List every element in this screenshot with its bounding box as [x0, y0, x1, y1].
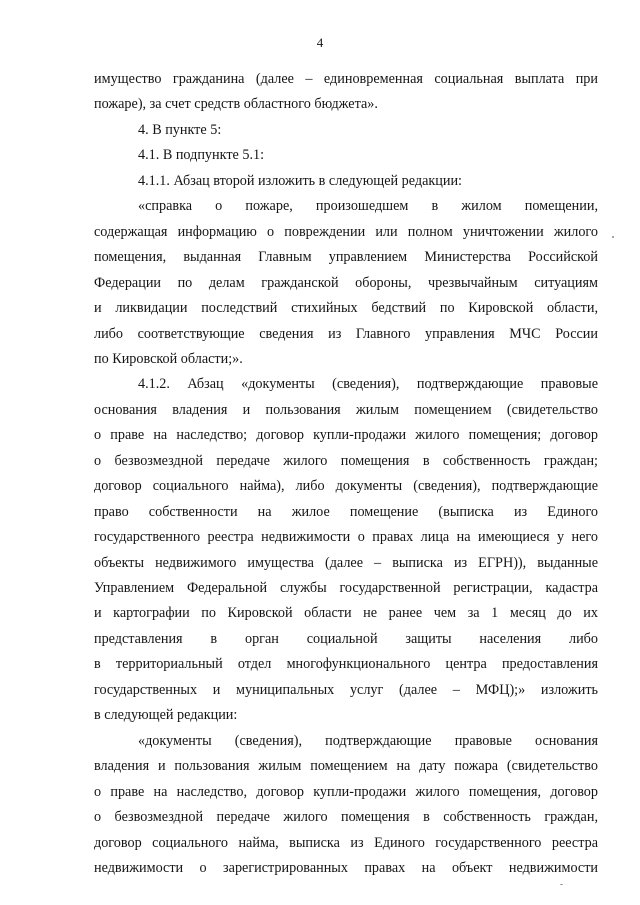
text-line: «документы (сведения), подтверждающие правовые основания — [138, 733, 598, 749]
text-line: имущество гражданина (далее – единовременная социальная выплата при — [94, 71, 598, 87]
text-line: договор социального найма), либо документы (сведения), подтверждающие — [94, 478, 598, 494]
text-line: 4.1. В подпункте 5.1: — [138, 147, 265, 163]
text-line: 4.1.2. Абзац «документы (сведения), подтверждающие правовые — [138, 376, 598, 392]
text-line: 4.1.1. Абзац второй изложить в следующей редакции: — [138, 173, 462, 189]
text-line: и ликвидации последствий стихийных бедствий по Кировской области, — [94, 300, 598, 316]
text-line: по Кировской области;». — [94, 351, 243, 367]
text-line: «справка о пожаре, произошедшем в жилом помещении, — [138, 198, 598, 214]
text-line: Управлением Федеральной службы государственной регистрации, кадастра — [94, 580, 598, 596]
text-line: 4. В пункте 5: — [138, 122, 222, 138]
text-line: владения и пользования жилым помещением на дату пожара (свидетельство — [94, 758, 598, 774]
text-line: Федерации по делам гражданской обороны, чрезвычайным ситуациям — [94, 275, 598, 291]
text-line: о праве на наследство, договор купли-продажи жилого помещения, договор — [94, 784, 598, 800]
text-line: содержащая информацию о повреждении или полном уничтожении жилого — [94, 224, 598, 240]
text-line: пожаре), за счет средств областного бюджета». — [94, 96, 378, 112]
text-line: и картографии по Кировской области не ранее чем за 1 месяц до их — [94, 605, 598, 621]
text-line: в территориальный отдел многофункционального центра предоставления — [94, 656, 598, 672]
text-line: помещения, выданная Главным управлением Министерства Российской — [94, 249, 598, 265]
text-line: договор социального найма, выписка из Единого государственного реестра — [94, 835, 598, 851]
scan-speck — [560, 884, 563, 885]
text-line: о безвозмездной передаче жилого помещения в собственность граждан, — [94, 809, 598, 825]
text-line: государственных и муниципальных услуг (далее – МФЦ);» изложить — [94, 682, 598, 698]
text-line: о безвозмездной передаче жилого помещения в собственность граждан; — [94, 453, 598, 469]
page-number: 4 — [316, 35, 324, 50]
text-line: недвижимости о зарегистрированных правах на объект недвижимости — [94, 860, 598, 876]
text-line: государственного реестра недвижимости о правах лица на имеющиеся у него — [94, 529, 598, 545]
text-line: либо соответствующие сведения из Главного управления МЧС России — [94, 326, 598, 342]
text-line: о праве на наследство; договор купли-продажи жилого помещения; договор — [94, 427, 598, 443]
text-line: право собственности на жилое помещение (выписка из Единого — [94, 504, 598, 520]
text-line: представления в орган социальной защиты населения либо — [94, 631, 598, 647]
text-line: основания владения и пользования жилым помещением (свидетельство — [94, 402, 598, 418]
text-line: в следующей редакции: — [94, 707, 238, 723]
text-line: объекты недвижимого имущества (далее – выписка из ЕГРН)), выданные — [94, 555, 598, 571]
scan-speck — [612, 236, 614, 238]
